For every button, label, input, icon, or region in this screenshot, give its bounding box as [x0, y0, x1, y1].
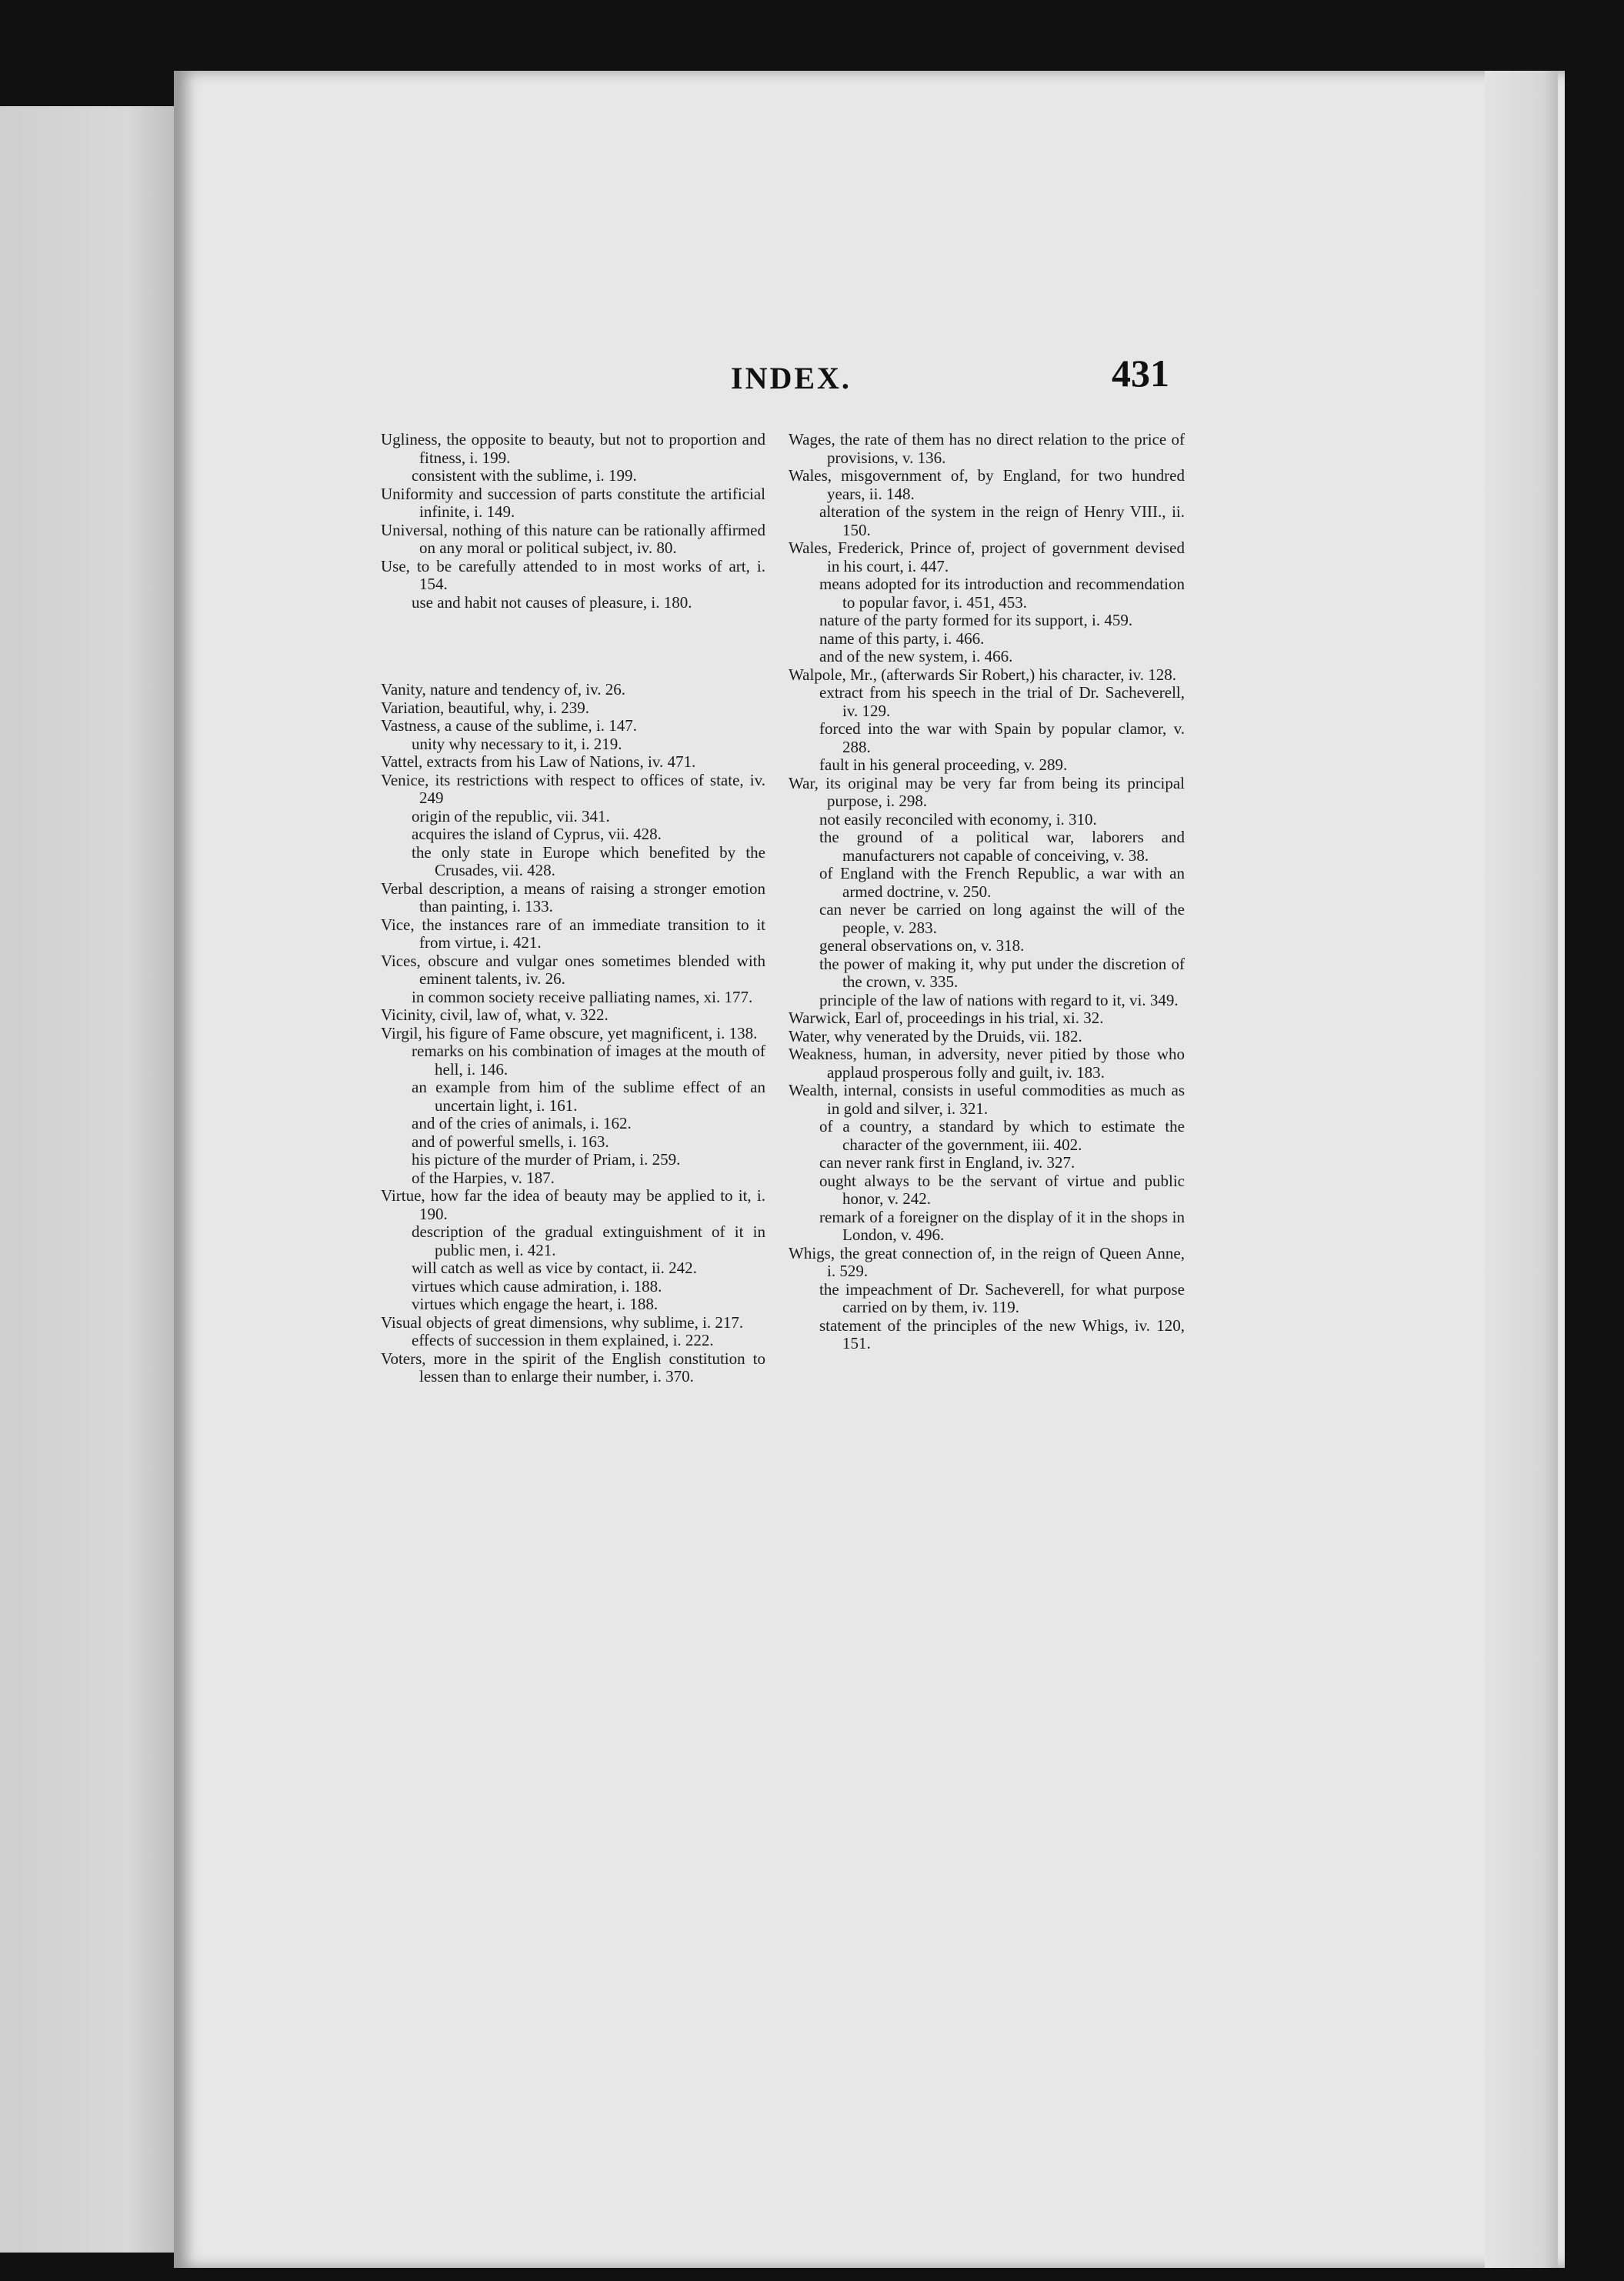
- index-entry: Wales, misgovernment of, by England, for two hundred years, ii. 148.: [789, 466, 1185, 503]
- index-subentry: his picture of the murder of Priam, i. 259.: [412, 1150, 681, 1169]
- index-subentry: consistent with the sublime, i. 199.: [412, 466, 637, 485]
- index-entry: Wages, the rate of them has no direct relation to the price of provisions, v. 136.: [789, 430, 1185, 467]
- index-entry: Warwick, Earl of, proceedings in his trial, xi. 32.: [789, 1009, 1104, 1027]
- index-subentry: acquires the island of Cyprus, vii. 428.: [412, 825, 662, 843]
- index-subentry: and of powerful smells, i. 163.: [412, 1132, 609, 1151]
- index-subentry: can never rank first in England, iv. 327.: [819, 1153, 1075, 1172]
- index-subentry: ought always to be the servant of virtue and public honor, v. 242.: [819, 1171, 1185, 1208]
- index-subentry: name of this party, i. 466.: [819, 629, 985, 648]
- index-subentry: remarks on his combination of images at the mouth of hell, i. 146.: [412, 1042, 765, 1079]
- index-subentry: principle of the law of nations with regard to it, vi. 349.: [819, 990, 1179, 1009]
- index-subentry: an example from him of the sublime effect of an uncertain light, i. 161.: [412, 1078, 765, 1115]
- index-entry: Universal, nothing of this nature can be rationally affirmed on any moral or political subject, iv. 80.: [381, 520, 765, 557]
- index-entry: Vice, the instances rare of an immediate transition to it from virtue, i. 421.: [381, 915, 765, 952]
- index-subentry: the ground of a political war, laborers and manufacturers not capable of conceiving, v. 38.: [819, 828, 1185, 865]
- index-entry: Vattel, extracts from his Law of Nations, iv. 471.: [381, 752, 696, 771]
- index-subentry: fault in his general proceeding, v. 289.: [819, 755, 1068, 774]
- index-column-left: [381, 431, 765, 1386]
- index-entry: Visual objects of great dimensions, why sublime, i. 217.: [381, 1312, 744, 1332]
- index-subentry: in common society receive palliating names, xi. 177.: [412, 987, 753, 1006]
- running-title: INDEX.: [731, 361, 852, 395]
- index-subentry: effects of succession in them explained, i. 222.: [412, 1331, 714, 1349]
- page-fore-edge: [1485, 71, 1558, 2268]
- index-entry: Voters, more in the spirit of the English constitution to lessen than to enlarge their number, i. 370.: [381, 1349, 765, 1386]
- index-entry: Walpole, Mr., (afterwards Sir Robert,) his character, iv. 128.: [789, 665, 1177, 684]
- index-subentry: the only state in Europe which benefited by the Crusades, vii. 428.: [412, 842, 765, 879]
- index-entry: Vastness, a cause of the sublime, i. 147.: [381, 716, 638, 735]
- index-entry: Virtue, how far the idea of beauty may be applied to it, i. 190.: [381, 1186, 765, 1223]
- index-subentry: general observations on, v. 318.: [819, 936, 1025, 955]
- index-subentry: description of the gradual extinguishment of it in public men, i. 421.: [412, 1222, 765, 1259]
- index-subentry: not easily reconciled with economy, i. 310.: [819, 809, 1097, 829]
- index-entry: Variation, beautiful, why, i. 239.: [381, 698, 590, 717]
- index-subentry: the impeachment of Dr. Sacheverell, for what purpose carried on by them, iv. 119.: [819, 1279, 1185, 1316]
- section-gap: [381, 628, 765, 665]
- index-entry: Ugliness, the opposite to beauty, but not to proportion and fitness, i. 199.: [381, 430, 765, 467]
- index-subentry: and of the new system, i. 466.: [819, 647, 1013, 665]
- index-subentry: will catch as well as vice by contact, ii. 242.: [412, 1259, 697, 1277]
- index-subentry: of the Harpies, v. 187.: [412, 1168, 555, 1187]
- index-subentry: origin of the republic, vii. 341.: [412, 806, 610, 825]
- scan-background: [1565, 0, 1624, 2281]
- index-subentry: of England with the French Republic, a war with an armed doctrine, v. 250.: [819, 864, 1185, 901]
- index-subentry: statement of the principles of the new Whigs, iv. 120, 151.: [819, 1316, 1185, 1352]
- index-subentry: virtues which engage the heart, i. 188.: [412, 1295, 659, 1313]
- index-entry: Wealth, internal, consists in useful commodities as much as in gold and silver, i. 321.: [789, 1081, 1185, 1118]
- index-entry: Vicinity, civil, law of, what, v. 322.: [381, 1005, 609, 1024]
- index-subentry: the power of making it, why put under the discretion of the crown, v. 335.: [819, 954, 1185, 991]
- index-entry: Verbal description, a means of raising a stronger emotion than painting, i. 133.: [381, 879, 765, 915]
- index-subentry: and of the cries of animals, i. 162.: [412, 1114, 632, 1132]
- page-number: 431: [1112, 352, 1169, 395]
- index-entry: Wales, Frederick, Prince of, project of government devised in his court, i. 447.: [789, 539, 1185, 575]
- index-subentry: unity why necessary to it, i. 219.: [412, 734, 622, 753]
- index-subentry: alteration of the system in the reign of Henry VIII., ii. 150.: [819, 502, 1185, 539]
- index-subentry: forced into the war with Spain by popular clamor, v. 288.: [819, 719, 1185, 756]
- facing-page-edge: [0, 106, 185, 2253]
- index-subentry: virtues which cause admiration, i. 188.: [412, 1276, 662, 1296]
- index-entry: Virgil, his figure of Fame obscure, yet magnificent, i. 138.: [381, 1023, 758, 1042]
- running-head: [385, 352, 1169, 414]
- index-entry: Vices, obscure and vulgar ones sometimes blended with eminent talents, iv. 26.: [381, 951, 765, 988]
- index-subentry: nature of the party formed for its support, i. 459.: [819, 611, 1133, 629]
- index-entry: Venice, its restrictions with respect to offices of state, iv. 249: [381, 770, 765, 807]
- index-column-right: [789, 431, 1185, 1353]
- index-subentry: remark of a foreigner on the display of it in the shops in London, v. 496.: [819, 1207, 1185, 1244]
- index-subentry: of a country, a standard by which to estimate the character of the government, iii. 402.: [819, 1117, 1185, 1154]
- index-entry: Weakness, human, in adversity, never pitied by those who applaud prosperous folly and guilt, iv. 183.: [789, 1045, 1185, 1082]
- index-entry: Vanity, nature and tendency of, iv. 26.: [381, 680, 626, 699]
- index-subentry: means adopted for its introduction and recommendation to popular favor, i. 451, 453.: [819, 575, 1185, 612]
- index-subentry: can never be carried on long against the will of the people, v. 283.: [819, 900, 1185, 937]
- index-entry: Uniformity and succession of parts constitute the artificial infinite, i. 149.: [381, 484, 765, 521]
- index-entry: Water, why venerated by the Druids, vii. 182.: [789, 1026, 1082, 1045]
- index-entry: Use, to be carefully attended to in most works of art, i. 154.: [381, 556, 765, 593]
- index-subentry: use and habit not causes of pleasure, i. 180.: [412, 592, 692, 612]
- index-entry: Whigs, the great connection of, in the reign of Queen Anne, i. 529.: [789, 1243, 1185, 1280]
- index-entry: War, its original may be very far from being its principal purpose, i. 298.: [789, 773, 1185, 810]
- index-subentry: extract from his speech in the trial of Dr. Sacheverell, iv. 129.: [819, 683, 1185, 720]
